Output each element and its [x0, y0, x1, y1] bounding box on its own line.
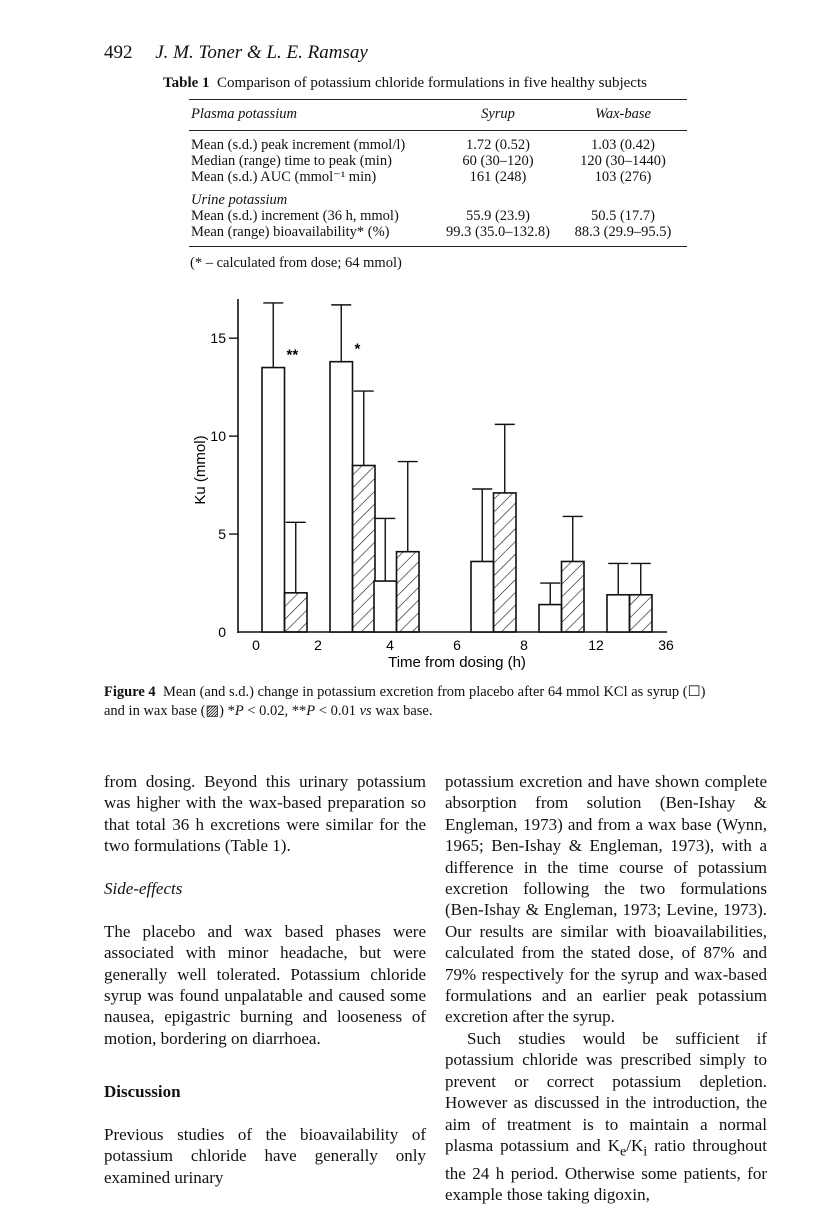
- subscript: i: [643, 1143, 648, 1160]
- subscript: e: [619, 1143, 627, 1160]
- cell-wax: 50.5 (17.7): [590, 208, 656, 224]
- x-tick-label: 4: [386, 637, 394, 653]
- y-tick-label: 10: [210, 428, 226, 445]
- row-label: Mean (s.d.) AUC (mmol⁻¹ min): [191, 169, 377, 185]
- figure-caption-part: wax base.: [371, 703, 433, 719]
- col-header-plasma: Plasma potassium: [191, 106, 297, 122]
- body-paragraph: The placebo and wax based phases were associated with minor headache, but were generally well tolerated. Potassium chloride syrup was found unpalatable and caused some nausea, epigastric burning and looseness of motion, bordering on diarrhoea.: [104, 921, 426, 1048]
- figure-caption: [104, 683, 714, 721]
- significance-marker: **: [286, 346, 299, 364]
- left-column: [104, 771, 426, 1188]
- figure-label: Figure 4: [104, 684, 156, 700]
- cell-wax: 103 (276): [594, 169, 652, 185]
- hatched-bar: [562, 561, 585, 632]
- section-heading-side-effects: Side-effects: [104, 879, 183, 899]
- row-label: Mean (s.d.) peak increment (mmol/l): [191, 137, 406, 153]
- x-tick-label: 8: [520, 637, 528, 653]
- y-axis-label: Ku (mmol): [192, 435, 209, 505]
- text-run: /K: [626, 1135, 644, 1155]
- body-paragraph-2: [445, 1028, 767, 1206]
- x-tick-label: 0: [252, 637, 260, 653]
- y-tick-label: 5: [218, 526, 226, 543]
- open-bar: [374, 581, 397, 632]
- open-bar: [471, 561, 494, 632]
- cell-syrup: 1.72 (0.52): [465, 137, 531, 153]
- cell-syrup: 161 (248): [469, 169, 527, 185]
- hatched-bar: [285, 593, 308, 632]
- open-bar: [607, 595, 630, 632]
- figure-caption-p: P: [306, 703, 316, 719]
- cell-syrup: 99.3 (35.0–132.8): [446, 224, 550, 240]
- figure-caption-line1: Mean (and s.d.) change in potassium excretion from placebo after 64 mmol KCl as syrup (☐): [162, 684, 706, 700]
- significance-marker: *: [354, 340, 361, 358]
- y-tick-label: 15: [210, 330, 226, 347]
- body-paragraph: Previous studies of the bioavailability of potassium chloride have generally only examined urinary: [104, 1125, 426, 1187]
- open-bar: [262, 368, 285, 632]
- table-footnote: (* – calculated from dose; 64 mmol): [190, 255, 402, 271]
- text-run: ratio throughout the 24 h period. Otherwise some patients, for example those taking digoxin,: [445, 1135, 767, 1205]
- row-label: Mean (s.d.) increment (36 h, mmol): [191, 208, 399, 224]
- chart-bars: [262, 303, 652, 632]
- hatched-bar: [494, 493, 517, 632]
- x-tick-label: 6: [453, 637, 461, 653]
- section-heading-discussion: Discussion: [104, 1082, 181, 1102]
- right-column: [445, 771, 767, 1206]
- open-bar: [330, 362, 353, 632]
- urine-heading: Urine potassium: [191, 192, 288, 208]
- col-header-wax: Wax-base: [595, 106, 651, 122]
- cell-syrup: 60 (30–120): [462, 153, 534, 169]
- row-label: Median (range) time to peak (min): [191, 153, 392, 169]
- page-number: 492: [104, 42, 133, 63]
- figure-caption-part: < 0.02, **: [243, 703, 307, 719]
- table-label: Table 1: [163, 75, 210, 91]
- hatched-bar: [397, 552, 420, 632]
- body-paragraph: potassium excretion and have shown complete absorption from solution (Ben-Ishay & Engleman, 1973) and from a wax base (Wynn, 1965; Ben-Ishay & Engleman, 1973), with a difference in the time course of potassium excretion following the two formulations (Ben-Ishay & Engleman, 1973; Levine, 1973). Our results are similar with bioavailabilities, calculated from the stated dose, of 87% and 79% respectively for the syrup and wax-based formulations and an earlier peak potassium excretion after the syrup.: [445, 772, 767, 1027]
- x-tick-label: 2: [314, 637, 322, 653]
- cell-syrup: 55.9 (23.9): [465, 208, 531, 224]
- figure-caption-part: and in wax base (▨) *: [104, 703, 235, 719]
- cell-wax: 1.03 (0.42): [590, 137, 656, 153]
- figure-caption-p: P: [234, 703, 244, 719]
- hatched-bar: [630, 595, 653, 632]
- cell-wax: 88.3 (29.9–95.5): [574, 224, 672, 240]
- open-bar: [539, 605, 562, 632]
- table-caption-text: Comparison of potassium chloride formulations in five healthy subjects: [217, 75, 647, 91]
- running-authors: J. M. Toner & L. E. Ramsay: [155, 42, 368, 63]
- x-tick-label: 12: [588, 637, 604, 653]
- text-run: Such studies would be sufficient if potassium chloride was prescribed simply to prevent or correct potassium depletion. However as discussed in the introduction, the aim of treatment is to maintain a normal plasma potassium and K: [445, 1028, 767, 1155]
- figure-caption-vs: vs: [359, 703, 372, 719]
- x-axis-label: Time from dosing (h): [388, 654, 526, 671]
- row-label: Mean (range) bioavailability* (%): [191, 224, 390, 240]
- body-paragraph: from dosing. Beyond this urinary potassium was higher with the wax-based preparation so that total 36 h excretions were similar for the two formulations (Table 1).: [104, 772, 426, 856]
- col-header-syrup: Syrup: [481, 106, 515, 122]
- y-tick-label: 0: [218, 624, 226, 640]
- figure-caption-part: < 0.01: [315, 703, 360, 719]
- x-tick-label: 36: [658, 637, 674, 653]
- cell-wax: 120 (30–1440): [580, 153, 666, 169]
- hatched-bar: [353, 466, 376, 633]
